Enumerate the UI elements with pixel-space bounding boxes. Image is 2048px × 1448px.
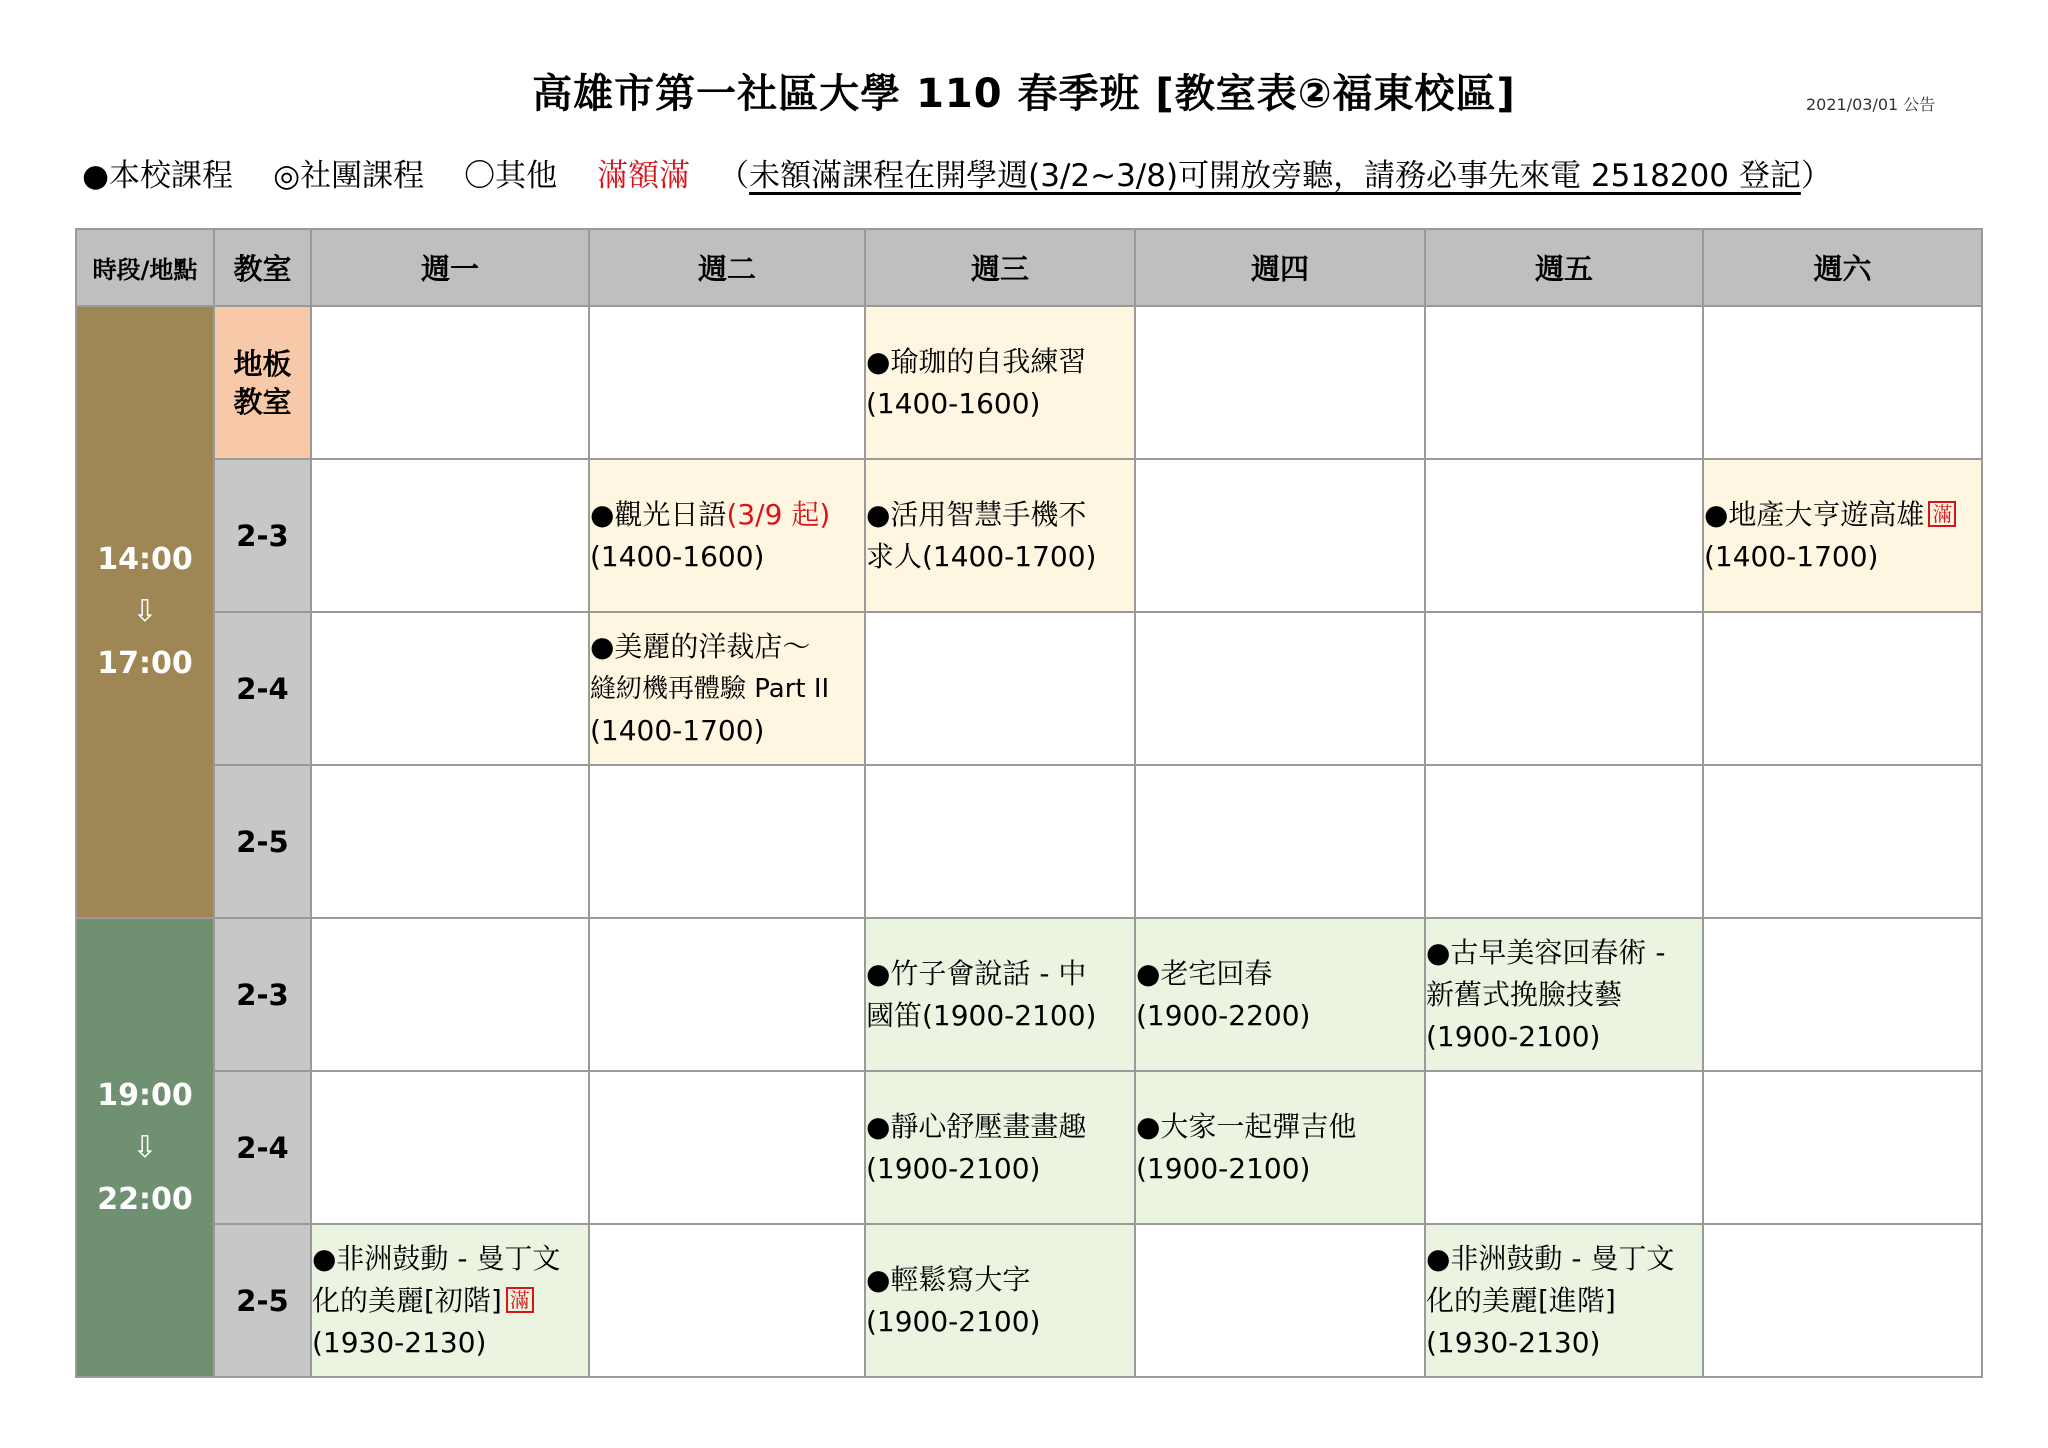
course-title-line (590, 494, 864, 536)
header-room: 教室 (214, 229, 311, 306)
down-arrow-icon: ⇩ (132, 1129, 158, 1165)
course-title-cont: 化的美麗[初階] (312, 1283, 502, 1317)
room-floor-line2: 教室 (233, 384, 292, 419)
cell-empty (1425, 459, 1703, 612)
course-title: ●觀光日語 (590, 497, 727, 531)
note-open-paren: （ (718, 158, 750, 194)
course-title: ●美麗的洋裁店～ (590, 629, 811, 663)
cell-empty (311, 918, 589, 1071)
cell-empty (1703, 765, 1982, 918)
cell-empty (589, 918, 865, 1071)
afternoon-time-band (76, 306, 214, 918)
course-time: (1400-1600) (866, 386, 1041, 420)
course-title: ●大家一起彈吉他 (1136, 1109, 1357, 1143)
course-cell (865, 306, 1135, 459)
evening-row-2-3 (76, 918, 1982, 1071)
note-close-paren: ） (1800, 158, 1832, 194)
course-cell (865, 918, 1135, 1071)
course-cell (865, 459, 1135, 612)
afternoon-end: 17:00 (97, 646, 193, 681)
afternoon-row-floor (76, 306, 1982, 459)
cell-empty (865, 612, 1135, 765)
course-time: (1900-2200) (1136, 998, 1311, 1032)
classroom-schedule-table (75, 228, 1983, 1378)
cell-empty (1425, 612, 1703, 765)
room-floor-line1: 地板 (233, 346, 292, 381)
cell-empty (311, 612, 589, 765)
course-time: (1900-2100) (866, 1151, 1041, 1185)
cell-empty (589, 1071, 865, 1224)
cell-empty (1425, 306, 1703, 459)
header-mon: 週一 (311, 229, 589, 306)
course-title: ●古早美容回春術 - (1426, 935, 1666, 969)
course-title: ●老宅回春 (1136, 956, 1273, 990)
course-title-cont: 新舊式挽臉技藝 (1426, 977, 1623, 1011)
cell-empty (589, 306, 865, 459)
course-title-cont: 化的美麗[進階] (1426, 1283, 1616, 1317)
cell-empty (311, 1071, 589, 1224)
course-cell (865, 1224, 1135, 1377)
afternoon-row-2-5 (76, 765, 1982, 918)
course-time: (1900-2100) (1426, 1019, 1601, 1053)
course-time: (1930-2130) (1426, 1325, 1601, 1359)
course-time: (1930-2130) (312, 1325, 487, 1359)
room-label: 2-3 (214, 459, 311, 612)
evening-end: 22:00 (97, 1181, 193, 1217)
note-text: 未額滿課程在開學週(3/2~3/8)可開放旁聽，請務必事先來電 2518200 登記 (749, 158, 1801, 194)
cell-empty (311, 459, 589, 612)
course-cell (865, 1071, 1135, 1224)
cell-empty (1135, 306, 1425, 459)
legend-club-courses: ◎社團課程 (273, 158, 425, 194)
course-title: ●非洲鼓動 - 曼丁文 (312, 1241, 561, 1275)
course-title: ●非洲鼓動 - 曼丁文 (1426, 1241, 1675, 1275)
course-time: (1900-2100) (866, 1304, 1041, 1338)
course-cell (1425, 1224, 1703, 1377)
course-title: ●靜心舒壓畫畫趣 (866, 1109, 1087, 1143)
header-sat: 週六 (1703, 229, 1982, 306)
evening-row-2-4 (76, 1071, 1982, 1224)
evening-time-band (76, 918, 214, 1377)
cell-empty (1135, 1224, 1425, 1377)
cell-empty (865, 765, 1135, 918)
course-time: (1400-1700) (1704, 539, 1879, 573)
legend-audit-note (718, 150, 1832, 195)
down-arrow-icon: ⇩ (132, 594, 158, 629)
course-cell (589, 612, 865, 765)
course-time: (1400-1700) (590, 713, 765, 747)
page-title: 高雄市第一社區大學 110 春季班 [教室表②福東校區] (532, 71, 1516, 117)
cell-empty (1703, 306, 1982, 459)
course-start-note: (3/9 起) (726, 497, 831, 531)
course-time: (1900-2100) (1136, 1151, 1311, 1185)
course-title: ●地產大亨遊高雄 (1704, 497, 1925, 531)
announcement-date: 2021/03/01 公告 (1806, 95, 1936, 114)
course-cell (589, 459, 865, 612)
cell-empty (1703, 1224, 1982, 1377)
course-title-line (1704, 494, 1981, 536)
cell-empty (1425, 765, 1703, 918)
course-cell (1135, 1071, 1425, 1224)
course-title-cont: 求人(1400-1700) (866, 539, 1097, 573)
room-floor (214, 306, 311, 459)
header-slot: 時段/地點 (76, 229, 214, 306)
course-title-cont: 國笛(1900-2100) (866, 998, 1097, 1032)
cell-empty (1135, 459, 1425, 612)
afternoon-row-2-3 (76, 459, 1982, 612)
course-title: ●竹子會說話 - 中 (866, 956, 1087, 990)
evening-start: 19:00 (97, 1077, 193, 1113)
legend-own-courses: ●本校課程 (82, 158, 234, 194)
course-time: (1400-1600) (590, 539, 765, 573)
room-label: 2-5 (214, 1224, 311, 1377)
room-label: 2-3 (214, 918, 311, 1071)
cell-empty (1135, 765, 1425, 918)
cell-empty (1703, 1071, 1982, 1224)
room-label: 2-4 (214, 612, 311, 765)
header-tue: 週二 (589, 229, 865, 306)
course-title: ●瑜珈的自我練習 (866, 344, 1087, 378)
header-row (76, 229, 1982, 306)
cell-empty (311, 306, 589, 459)
course-cell (1425, 918, 1703, 1071)
afternoon-start: 14:00 (97, 542, 193, 577)
cell-empty (1425, 1071, 1703, 1224)
legend-full: 滿額滿 (597, 158, 691, 194)
room-label: 2-4 (214, 1071, 311, 1224)
cell-empty (589, 765, 865, 918)
legend-other: 〇其他 (464, 158, 558, 194)
evening-row-2-5 (76, 1224, 1982, 1377)
header-thu: 週四 (1135, 229, 1425, 306)
header-fri: 週五 (1425, 229, 1703, 306)
cell-empty (1135, 612, 1425, 765)
course-cell (1135, 918, 1425, 1071)
course-title-cont: 縫紉機再體驗 Part II (590, 673, 830, 704)
course-title: ●活用智慧手機不 (866, 497, 1087, 531)
course-cell (311, 1224, 589, 1377)
cell-empty (1703, 918, 1982, 1071)
cell-empty (1703, 612, 1982, 765)
legend (82, 150, 1832, 195)
full-badge-icon: 滿 (1928, 501, 1956, 527)
course-title-line (312, 1280, 588, 1322)
afternoon-row-2-4 (76, 612, 1982, 765)
course-title: ●輕鬆寫大字 (866, 1262, 1031, 1296)
cell-empty (311, 765, 589, 918)
course-cell (1703, 459, 1982, 612)
room-label: 2-5 (214, 765, 311, 918)
cell-empty (589, 1224, 865, 1377)
header-wed: 週三 (865, 229, 1135, 306)
full-badge-icon: 滿 (506, 1287, 534, 1313)
